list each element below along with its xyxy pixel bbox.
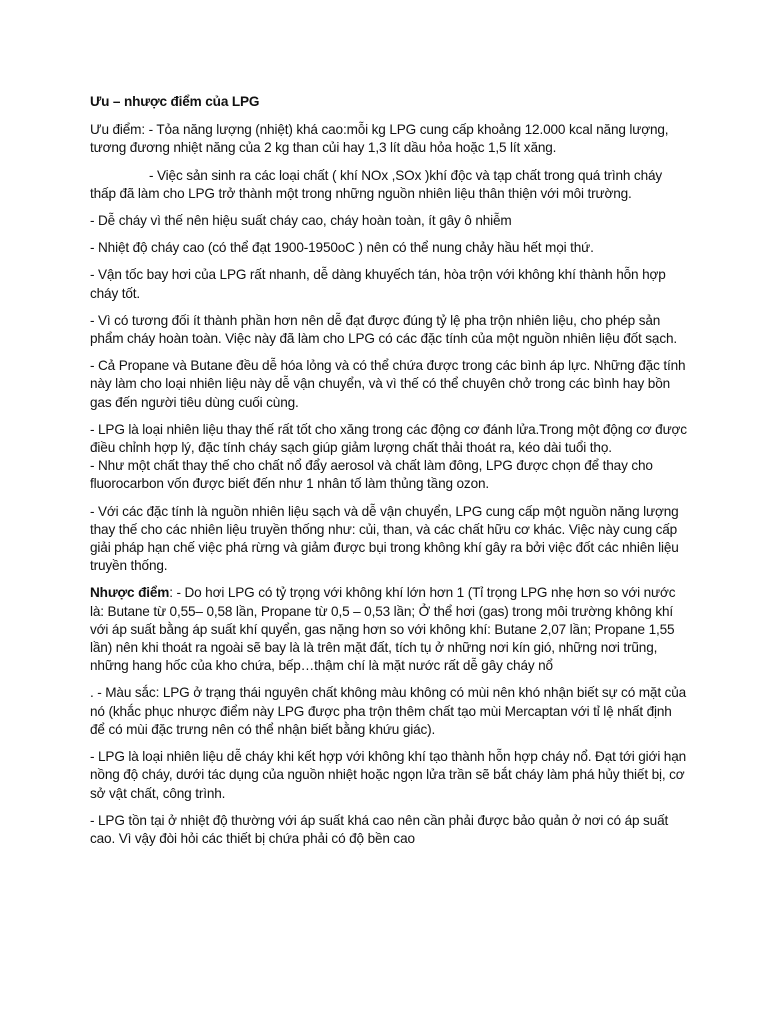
paragraph-aerosol: - Như một chất thay thế cho chất nổ đẩy aerosol và chất làm đông, LPG được chọn để thay cho fluorocarbon vốn được biết đến như 1 nhân tố làm thủng tầng ozon. [90, 458, 653, 492]
paragraph-engine-fuel: - LPG là loại nhiên liệu thay thế rất tốt cho xăng trong các động cơ đánh lửa.Trong một động cơ được điều chỉnh hợp lý, đặc tính cháy sạch giúp giảm lượng chất thải thoát ra, kéo dài tuổi thọ. [90, 421, 687, 456]
paragraph-evaporation: - Vận tốc bay hơi của LPG rất nhanh, dễ dàng khuyếch tán, hòa trộn với không khí thành hỗn hợp cháy tốt. [90, 267, 666, 301]
document-title: Ưu – nhược điểm của LPG [90, 94, 260, 109]
paragraph-liquefaction: - Cả Propane và Butane đều dễ hóa lỏng và có thể chứa được trong các bình áp lực. Những đặc tính này làm cho loại nhiên liệu này dễ vận chuyển, và vì thế có thể chuyên chở trong các bình hay bồn gas đến người tiêu dùng cuối cùng. [90, 358, 686, 410]
disadvantages-label: Nhược điểm [90, 585, 170, 601]
paragraph-color-odor: . - Màu sắc: LPG ở trạng thái nguyên chất không màu không có mùi nên khó nhận biết sự có mặt của nó (khắc phục nhược điểm này LPG được pha trộn thêm chất tạo mùi Mercaptan với tỉ lệ nhất định để có mùi đặc trưng nên có thể nhận biết bằng khứu giác). [90, 685, 687, 737]
paragraph-disadvantages [90, 584, 690, 675]
paragraph-explosive: - LPG là loại nhiên liệu dễ cháy khi kết hợp với không khí tạo thành hỗn hợp cháy nổ. Đạt tới giới hạn nồng độ cháy, dưới tác dụng của nguồn nhiệt hoặc ngọn lửa trần sẽ bắt cháy làm phá hủy thiết bị, cơ sở vật chất, công trình. [90, 749, 687, 801]
paragraph-temperature: - Nhiệt độ cháy cao (có thể đạt 1900-1950oC ) nên có thể nung chảy hầu hết mọi thứ. [90, 240, 594, 256]
disadvantages-density-text: : - Do hơi LPG có tỷ trọng với không khí lớn hơn 1 (Tỉ trọng LPG nhẹ hơn so với nước là: Butane từ 0,55– 0,58 lần, Propane từ 0,5 – 0,53 lần; Ở thể hơi (gas) trong môi trường không khí với áp suất bằng áp suất khí quyển, gas nặng hơn so với không khí: Butane 2,07 lần; Propane 1,55 lần) nên khi thoát ra ngoài sẽ bay là là trên mặt đất, tích tụ ở những nơi kín gió, những nơi trũng, những hang hốc của kho chứa, bếp…thậm chí là mặt nước rất dễ gây cháy nổ [90, 585, 676, 674]
paragraph-flammable: - Dễ cháy vì thế nên hiệu suất cháy cao, cháy hoàn toàn, ít gây ô nhiễm [90, 213, 512, 229]
document-page [90, 93, 690, 857]
advantages-intro-paragraph: Ưu điểm: - Tỏa năng lượng (nhiệt) khá cao:mỗi kg LPG cung cấp khoảng 12.000 kcal năng lượng, tương đương nhiệt năng của 2 kg than củi hay 1,3 lít dầu hỏa hoặc 1,5 lít xăng. [90, 122, 669, 156]
paragraph-clean-energy: - Với các đặc tính là nguồn nhiên liệu sạch và dễ vận chuyển, LPG cung cấp một nguồn năng lượng thay thế cho các nhiên liệu truyền thống như: củi, than, và các chất hữu cơ khác. Việc này cung cấp giải pháp hạn chế việc phá rừng và giảm được bụi trong không khí gây ra bởi việc đốt các nhiên liệu truyền thống. [90, 503, 679, 574]
paragraph-emissions: - Việc sản sinh ra các loại chất ( khí NOx ,SOx )khí độc và tạp chất trong quá trình cháy thấp đã làm cho LPG trở thành một trong những nguồn nhiên liệu thân thiện với môi trường. [90, 167, 663, 201]
paragraph-pressure: - LPG tồn tại ở nhiệt độ thường với áp suất khá cao nên cần phải được bảo quản ở nơi có áp suất cao. Vì vậy đòi hỏi các thiết bị chứa phải có độ bền cao [90, 812, 669, 846]
paragraph-mixing: - Vì có tương đối ít thành phần hơn nên dễ đạt được đúng tỷ lệ pha trộn nhiên liệu, cho phép sản phẩm cháy hoàn toàn. Việc này đã làm cho LPG có các đặc tính của một nguồn nhiên liệu đốt sạch. [90, 312, 678, 347]
